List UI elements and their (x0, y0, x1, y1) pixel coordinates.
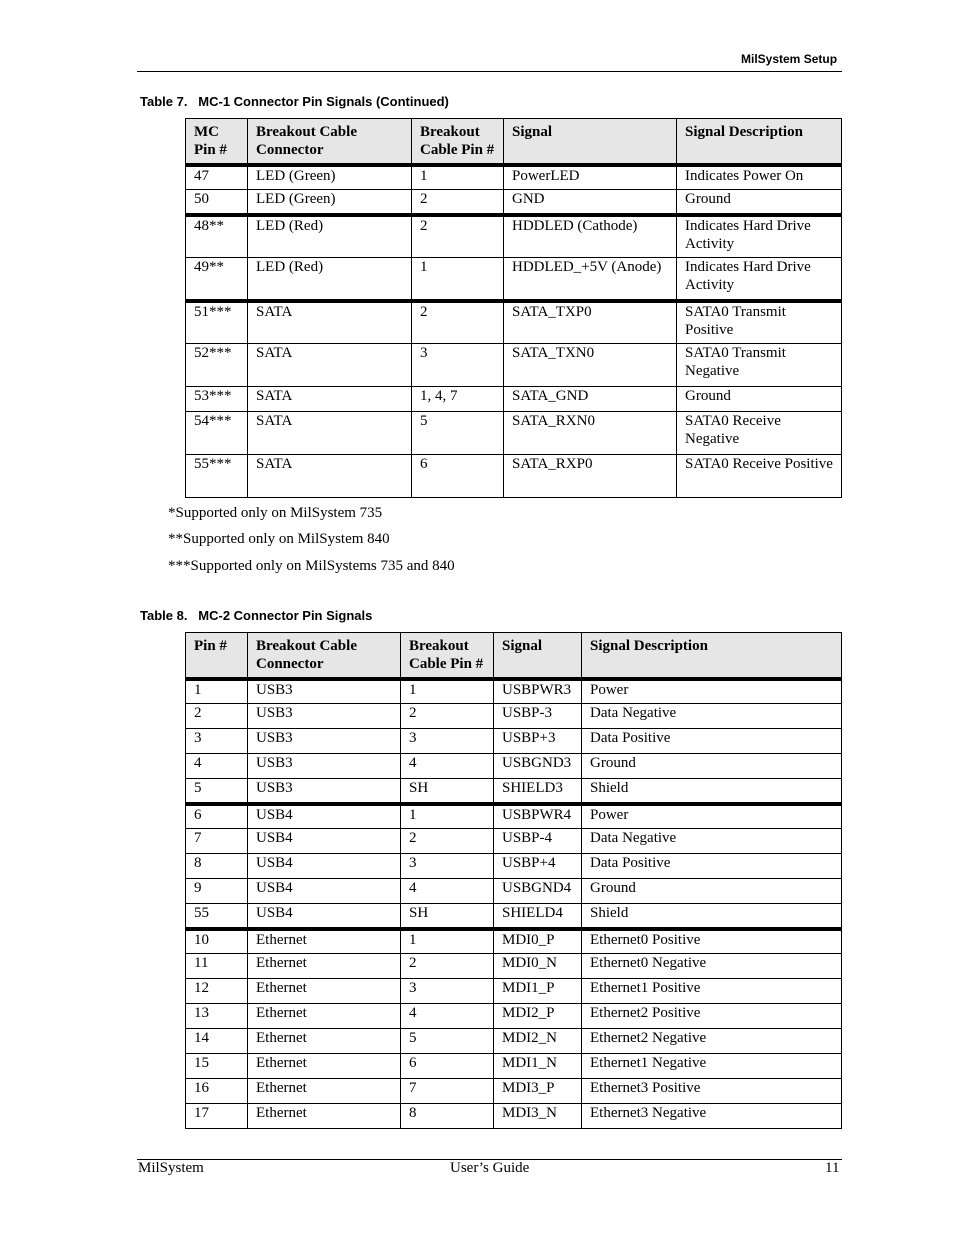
table-7-mc1-pin-signals (185, 118, 842, 498)
pin-cell: 6 (186, 804, 248, 829)
connector-cell: LED (Red) (248, 215, 412, 258)
description-cell: Indicates Hard Drive Activity (677, 215, 842, 258)
description-cell: Indicates Power On (677, 165, 842, 190)
cable-pin-cell: SH (401, 904, 494, 929)
cable-pin-cell: 4 (401, 754, 494, 779)
table-row (186, 1104, 842, 1129)
pin-cell: 13 (186, 1004, 248, 1029)
table-row (186, 929, 842, 954)
description-cell: Shield (582, 904, 842, 929)
table-row (186, 729, 842, 754)
pin-cell: 50 (186, 190, 248, 215)
pin-cell: 5 (186, 779, 248, 804)
description-cell: Ethernet3 Negative (582, 1104, 842, 1129)
signal-cell: SATA_RXP0 (504, 455, 677, 498)
footer-document-title: User’s Guide (450, 1160, 530, 1176)
pin-cell: 1 (186, 679, 248, 704)
column-header-signal-description: Signal Description (582, 633, 842, 679)
description-cell: Ground (582, 879, 842, 904)
table-row (186, 754, 842, 779)
signal-cell: GND (504, 190, 677, 215)
signal-cell: SATA_TXN0 (504, 344, 677, 387)
pin-cell: 55 (186, 904, 248, 929)
description-cell: Power (582, 679, 842, 704)
cable-pin-cell: 4 (401, 1004, 494, 1029)
connector-cell: SATA (248, 344, 412, 387)
pin-cell: 14 (186, 1029, 248, 1054)
table-row (186, 412, 842, 455)
table-header-row (186, 119, 842, 165)
connector-cell: SATA (248, 301, 412, 344)
signal-cell: SATA_GND (504, 387, 677, 412)
table-row (186, 879, 842, 904)
description-cell: SATA0 Transmit Negative (677, 344, 842, 387)
description-cell: Data Negative (582, 829, 842, 854)
pin-cell: 12 (186, 979, 248, 1004)
column-header-breakout-cable-connector: Breakout Cable Connector (248, 119, 412, 165)
pin-cell: 49** (186, 258, 248, 301)
signal-cell: USBP+3 (494, 729, 582, 754)
table-row (186, 387, 842, 412)
signal-cell: MDI2_N (494, 1029, 582, 1054)
signal-cell: USBGND4 (494, 879, 582, 904)
description-cell: Shield (582, 779, 842, 804)
table-8-mc2-pin-signals (185, 632, 842, 1129)
column-header-signal: Signal (504, 119, 677, 165)
connector-cell: USB3 (248, 704, 401, 729)
column-header-pin: Pin # (186, 633, 248, 679)
table-8-caption: Table 8. MC-2 Connector Pin Signals (140, 608, 373, 623)
cable-pin-cell: 1 (401, 929, 494, 954)
description-cell: Ground (582, 754, 842, 779)
description-cell: Ethernet1 Positive (582, 979, 842, 1004)
connector-cell: USB4 (248, 829, 401, 854)
description-cell: SATA0 Receive Negative (677, 412, 842, 455)
connector-cell: USB3 (248, 779, 401, 804)
pin-cell: 9 (186, 879, 248, 904)
footer-product-name: MilSystem (138, 1160, 204, 1176)
pin-cell: 3 (186, 729, 248, 754)
pin-cell: 7 (186, 829, 248, 854)
signal-cell: HDDLED_+5V (Anode) (504, 258, 677, 301)
signal-cell: SHIELD3 (494, 779, 582, 804)
description-cell: Ground (677, 387, 842, 412)
cable-pin-cell: 1 (401, 804, 494, 829)
column-header-mc-pin: MC Pin # (186, 119, 248, 165)
cable-pin-cell: SH (401, 779, 494, 804)
cable-pin-cell: 5 (412, 412, 504, 455)
connector-cell: Ethernet (248, 1004, 401, 1029)
connector-cell: LED (Red) (248, 258, 412, 301)
table-row (186, 1054, 842, 1079)
table-row (186, 190, 842, 215)
table-row (186, 779, 842, 804)
connector-cell: Ethernet (248, 1104, 401, 1129)
pin-cell: 16 (186, 1079, 248, 1104)
signal-cell: HDDLED (Cathode) (504, 215, 677, 258)
description-cell: SATA0 Receive Positive (677, 455, 842, 498)
connector-cell: Ethernet (248, 1029, 401, 1054)
table-row (186, 215, 842, 258)
signal-cell: USBP-3 (494, 704, 582, 729)
table-7-caption: Table 7. MC-1 Connector Pin Signals (Continued) (140, 94, 449, 109)
table-header-row (186, 633, 842, 679)
signal-cell: MDI1_P (494, 979, 582, 1004)
connector-cell: USB4 (248, 804, 401, 829)
cable-pin-cell: 8 (401, 1104, 494, 1129)
table-row (186, 165, 842, 190)
cable-pin-cell: 2 (401, 829, 494, 854)
connector-cell: Ethernet (248, 954, 401, 979)
table-row (186, 1029, 842, 1054)
description-cell: Power (582, 804, 842, 829)
cable-pin-cell: 2 (401, 704, 494, 729)
footnote-double-asterisk: **Supported only on MilSystem 840 (168, 531, 390, 547)
column-header-signal: Signal (494, 633, 582, 679)
cable-pin-cell: 3 (401, 979, 494, 1004)
pin-cell: 17 (186, 1104, 248, 1129)
table-row (186, 344, 842, 387)
description-cell: Ethernet0 Positive (582, 929, 842, 954)
description-cell: SATA0 Transmit Positive (677, 301, 842, 344)
pin-cell: 54*** (186, 412, 248, 455)
connector-cell: LED (Green) (248, 190, 412, 215)
pin-cell: 48** (186, 215, 248, 258)
pin-cell: 47 (186, 165, 248, 190)
description-cell: Ethernet3 Positive (582, 1079, 842, 1104)
column-header-signal-description: Signal Description (677, 119, 842, 165)
cable-pin-cell: 1 (412, 165, 504, 190)
signal-cell: MDI3_N (494, 1104, 582, 1129)
pin-cell: 51*** (186, 301, 248, 344)
description-cell: Data Positive (582, 729, 842, 754)
table-row (186, 904, 842, 929)
signal-cell: USBPWR4 (494, 804, 582, 829)
table-row (186, 704, 842, 729)
cable-pin-cell: 2 (412, 301, 504, 344)
cable-pin-cell: 2 (412, 190, 504, 215)
cable-pin-cell: 1, 4, 7 (412, 387, 504, 412)
pin-cell: 52*** (186, 344, 248, 387)
signal-cell: SATA_RXN0 (504, 412, 677, 455)
table-row (186, 979, 842, 1004)
running-header: MilSystem Setup (741, 52, 838, 66)
column-header-breakout-cable-pin: Breakout Cable Pin # (401, 633, 494, 679)
cable-pin-cell: 3 (412, 344, 504, 387)
signal-cell: MDI0_N (494, 954, 582, 979)
table-row (186, 829, 842, 854)
cable-pin-cell: 3 (401, 729, 494, 754)
connector-cell: USB3 (248, 729, 401, 754)
cable-pin-cell: 1 (412, 258, 504, 301)
cable-pin-cell: 6 (412, 455, 504, 498)
table-row (186, 1079, 842, 1104)
cable-pin-cell: 7 (401, 1079, 494, 1104)
description-cell: Indicates Hard Drive Activity (677, 258, 842, 301)
column-header-breakout-cable-connector: Breakout Cable Connector (248, 633, 401, 679)
table-row (186, 679, 842, 704)
pin-cell: 11 (186, 954, 248, 979)
pin-cell: 53*** (186, 387, 248, 412)
signal-cell: PowerLED (504, 165, 677, 190)
connector-cell: Ethernet (248, 929, 401, 954)
signal-cell: USBPWR3 (494, 679, 582, 704)
pin-cell: 55*** (186, 455, 248, 498)
connector-cell: Ethernet (248, 979, 401, 1004)
pin-cell: 2 (186, 704, 248, 729)
connector-cell: USB4 (248, 904, 401, 929)
connector-cell: SATA (248, 387, 412, 412)
table-row (186, 804, 842, 829)
cable-pin-cell: 6 (401, 1054, 494, 1079)
table-row (186, 1004, 842, 1029)
description-cell: Data Negative (582, 704, 842, 729)
connector-cell: Ethernet (248, 1054, 401, 1079)
signal-cell: USBP-4 (494, 829, 582, 854)
table-row (186, 854, 842, 879)
signal-cell: USBP+4 (494, 854, 582, 879)
description-cell: Ethernet0 Negative (582, 954, 842, 979)
description-cell: Ethernet2 Negative (582, 1029, 842, 1054)
footnote-single-asterisk: *Supported only on MilSystem 735 (168, 505, 383, 521)
pin-cell: 4 (186, 754, 248, 779)
signal-cell: MDI0_P (494, 929, 582, 954)
signal-cell: USBGND3 (494, 754, 582, 779)
signal-cell: SHIELD4 (494, 904, 582, 929)
connector-cell: SATA (248, 412, 412, 455)
connector-cell: USB4 (248, 854, 401, 879)
connector-cell: USB3 (248, 754, 401, 779)
table-row (186, 301, 842, 344)
cable-pin-cell: 5 (401, 1029, 494, 1054)
table-row (186, 455, 842, 498)
header-rule (137, 71, 842, 72)
description-cell: Ethernet2 Positive (582, 1004, 842, 1029)
cable-pin-cell: 2 (412, 215, 504, 258)
pin-cell: 8 (186, 854, 248, 879)
signal-cell: MDI2_P (494, 1004, 582, 1029)
signal-cell: SATA_TXP0 (504, 301, 677, 344)
connector-cell: LED (Green) (248, 165, 412, 190)
connector-cell: USB4 (248, 879, 401, 904)
pin-cell: 15 (186, 1054, 248, 1079)
page-number: 11 (825, 1160, 840, 1176)
cable-pin-cell: 4 (401, 879, 494, 904)
connector-cell: USB3 (248, 679, 401, 704)
connector-cell: SATA (248, 455, 412, 498)
footnote-triple-asterisk: ***Supported only on MilSystems 735 and 840 (168, 558, 455, 574)
column-header-breakout-cable-pin: Breakout Cable Pin # (412, 119, 504, 165)
signal-cell: MDI1_N (494, 1054, 582, 1079)
cable-pin-cell: 3 (401, 854, 494, 879)
description-cell: Data Positive (582, 854, 842, 879)
cable-pin-cell: 1 (401, 679, 494, 704)
cable-pin-cell: 2 (401, 954, 494, 979)
pin-cell: 10 (186, 929, 248, 954)
description-cell: Ground (677, 190, 842, 215)
table-row (186, 258, 842, 301)
table-row (186, 954, 842, 979)
signal-cell: MDI3_P (494, 1079, 582, 1104)
connector-cell: Ethernet (248, 1079, 401, 1104)
description-cell: Ethernet1 Negative (582, 1054, 842, 1079)
